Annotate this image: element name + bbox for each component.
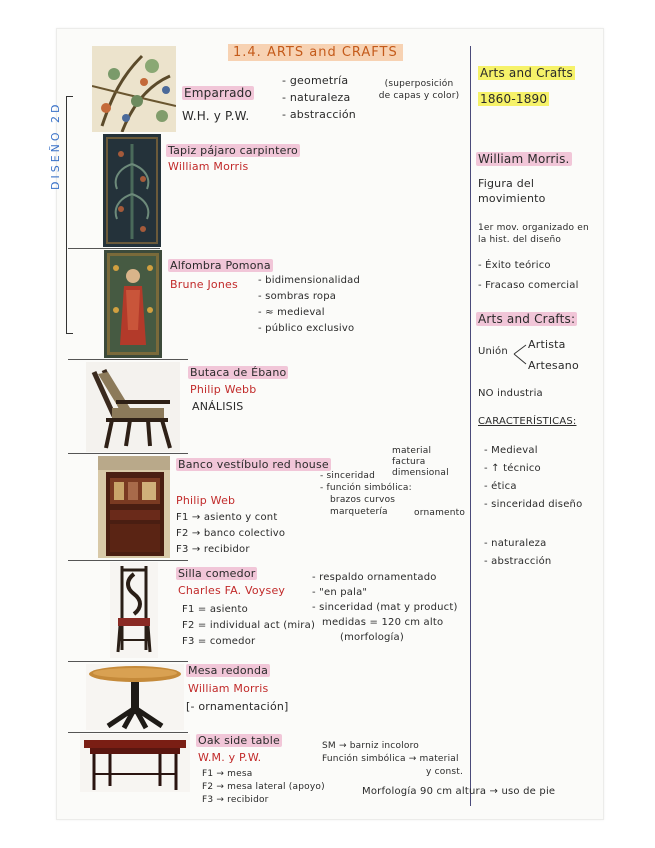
no-industria: NO industria <box>478 388 543 399</box>
separator-line <box>68 453 188 454</box>
note-item: - función simbólica: <box>320 483 412 493</box>
note-item: - geometría <box>282 74 349 87</box>
alfombra-notes <box>258 273 360 337</box>
car-list <box>484 442 582 514</box>
banco-aside-top <box>392 446 449 479</box>
oak-author: W.M. y P.W. <box>198 751 262 764</box>
emparrado-author: W.H. y P.W. <box>182 109 250 123</box>
silla-image <box>110 562 158 658</box>
butaca-image <box>86 362 180 452</box>
car-heading: CARACTERÍSTICAS: <box>478 416 577 427</box>
car-item: - naturaleza <box>484 538 547 549</box>
mesa-title-wrap <box>186 664 270 677</box>
silla-functions <box>182 602 315 650</box>
side-bracket <box>66 96 73 334</box>
banco-title-wrap <box>176 458 331 471</box>
function-item: F3 → recibidor <box>176 544 250 555</box>
car-item: - ética <box>484 481 517 492</box>
car-item: - ↑ técnico <box>484 463 541 474</box>
tapiz-image <box>103 134 161 247</box>
tapiz-title: Tapiz pájaro carpintero <box>168 144 298 157</box>
note-item: - sombras ropa <box>258 291 337 302</box>
branch-arrow-icon <box>512 342 530 370</box>
right-years-wrap <box>478 92 549 106</box>
butaca-extra: ANÁLISIS <box>192 400 244 413</box>
note-item: medidas = 120 cm alto <box>322 617 444 628</box>
function-item: F2 → banco colectivo <box>176 528 286 539</box>
car-item: - Medieval <box>484 445 538 456</box>
morris-item: - Éxito teórico <box>478 260 551 271</box>
butaca-author: Philip Webb <box>190 383 257 396</box>
alfombra-author: Brune Jones <box>170 278 238 291</box>
page-title: 1.4. ARTS and CRAFTS <box>228 44 403 61</box>
ac-heading: Arts and Crafts: <box>478 312 576 326</box>
function-item: F1 → mesa <box>202 769 253 779</box>
oak-title: Oak side table <box>198 734 280 747</box>
emparrado-title-wrap <box>182 86 254 100</box>
morris-item: 1er mov. organizado en la hist. del diseño <box>478 223 589 245</box>
function-item: F1 = asiento <box>182 604 248 615</box>
function-item: F3 = comedor <box>182 636 256 647</box>
function-item: F3 → recibidor <box>202 795 269 805</box>
note-item: - sinceridad (mat y product) <box>312 602 458 613</box>
note-item: marquetería <box>330 507 388 517</box>
banco-image <box>98 456 170 558</box>
morris-heading: William Morris. <box>478 152 570 166</box>
artista-label: Artista <box>528 338 566 351</box>
note-item: Función simbólica → material <box>322 754 459 764</box>
alfombra-title: Alfombra Pomona <box>170 259 271 272</box>
note-item: - naturaleza <box>282 91 351 104</box>
banco-author: Philip Web <box>176 494 236 507</box>
note-item: brazos curvos <box>330 495 396 505</box>
note-item: - sinceridad <box>320 471 376 481</box>
butaca-title: Butaca de Ébano <box>190 366 287 379</box>
right-years: 1860-1890 <box>480 92 548 106</box>
oak-extra: Morfología 90 cm altura → uso de pie <box>362 786 556 797</box>
artesano-label: Artesano <box>528 359 579 372</box>
side-label: DISEÑO 2D <box>49 101 62 190</box>
aside-item: factura <box>392 457 426 467</box>
alfombra-image <box>104 250 162 358</box>
morris-item: - Fracaso comercial <box>478 280 579 291</box>
separator-line <box>68 661 188 662</box>
oak-title-wrap <box>196 734 282 747</box>
tapiz-title-wrap <box>166 144 300 157</box>
right-heading: Arts and Crafts <box>480 66 573 80</box>
tapiz-author: William Morris <box>168 160 249 173</box>
function-item: F2 = individual act (mira) <box>182 620 316 631</box>
separator-line <box>68 560 188 561</box>
function-item: F2 → mesa lateral (apoyo) <box>202 782 325 792</box>
butaca-title-wrap <box>188 366 288 379</box>
car-item: - abstracción <box>484 556 552 567</box>
note-item: - ≈ medieval <box>258 307 325 318</box>
aside-item: dimensional <box>392 468 449 478</box>
emparrado-aside: (superposición de capas y color) <box>378 79 460 101</box>
car-list-2 <box>484 535 551 571</box>
silla-notes <box>312 570 458 645</box>
oak-notes <box>322 740 463 779</box>
aside-item: material <box>392 446 432 456</box>
mesa-title: Mesa redonda <box>188 664 269 677</box>
morris-heading-wrap <box>476 152 572 166</box>
note-item: (morfología) <box>340 632 404 643</box>
separator-line <box>68 359 188 360</box>
mesa-note: [- ornamentación] <box>186 700 289 713</box>
emparrado-notes <box>282 72 356 123</box>
banco-aside-right: ornamento <box>414 508 466 518</box>
separator-line <box>68 248 160 249</box>
silla-title-wrap <box>176 567 257 580</box>
emparrado-image <box>92 46 176 132</box>
note-item: y const. <box>426 767 464 777</box>
emparrado-title: Emparrado <box>184 86 253 100</box>
ac-heading-wrap <box>476 312 577 326</box>
oak-functions <box>202 768 325 807</box>
car-item: - sinceridad diseño <box>484 499 583 510</box>
note-item: - público exclusivo <box>258 323 355 334</box>
note-item: - respaldo ornamentado <box>312 572 437 583</box>
note-item: - abstracción <box>282 108 356 121</box>
function-item: F1 → asiento y cont <box>176 512 278 523</box>
silla-title: Silla comedor <box>178 567 256 580</box>
alfombra-title-wrap <box>168 259 273 272</box>
silla-author: Charles FA. Voysey <box>178 584 286 597</box>
banco-title: Banco vestíbulo red house <box>178 458 329 471</box>
column-divider <box>470 46 471 806</box>
union-label: Unión <box>478 346 508 357</box>
banco-functions <box>176 510 285 558</box>
mesa-image <box>86 664 184 730</box>
oak-table-image <box>80 734 190 792</box>
morris-item: Figura del movimiento <box>478 177 546 205</box>
note-item: - bidimensionalidad <box>258 275 361 286</box>
separator-line <box>68 732 188 733</box>
note-item: - "en pala" <box>312 587 368 598</box>
mesa-author: William Morris <box>188 682 269 695</box>
right-heading-wrap <box>478 66 575 80</box>
note-item: SM → barniz incoloro <box>322 741 419 751</box>
